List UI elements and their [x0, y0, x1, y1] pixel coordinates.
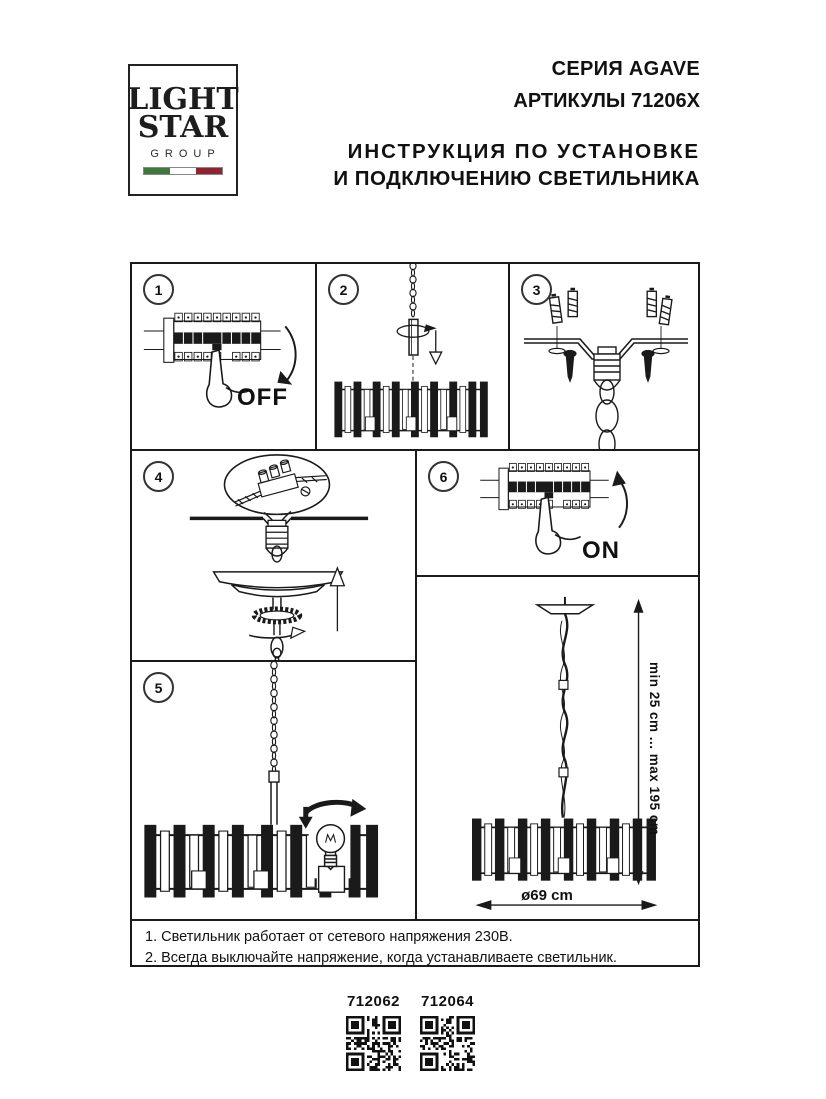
step-3-number: 3 [521, 274, 552, 305]
bulb-install-illustration [132, 662, 415, 919]
arrow-up-icon [618, 479, 627, 528]
qr-item [420, 993, 475, 1071]
step-6-panel [417, 449, 698, 575]
socket-icon [319, 866, 345, 892]
chain-icon [271, 662, 277, 718]
qr-code-icon [346, 1016, 401, 1071]
wall-anchor-icon [568, 289, 577, 317]
instruction-grid [130, 262, 700, 967]
rotate-arrow-icon [249, 633, 297, 638]
italian-flag-icon [143, 167, 223, 175]
qr-section [346, 993, 475, 1071]
wall-anchor-icon [549, 295, 562, 324]
rotate-arrow-icon [306, 802, 359, 813]
wall-anchor-icon [659, 296, 672, 325]
diameter-label: ø69 cm [521, 887, 573, 904]
note-voltage: 1. Светильник работает от сетевого напряжения 230В. [145, 929, 513, 945]
step-6-number: 6 [428, 461, 459, 492]
notes-panel [132, 919, 698, 965]
step-4-panel [132, 449, 417, 660]
step-2-panel [317, 264, 510, 449]
qr-article-number: 712062 [346, 993, 401, 1010]
arrow-down-icon [285, 326, 295, 379]
instruction-title-line1: ИНСТРУКЦИЯ ПО УСТАНОВКЕ [347, 140, 700, 163]
wiring-canopy-illustration [132, 451, 415, 660]
qr-code-icon [420, 1016, 475, 1071]
ceiling-cup-icon [537, 605, 593, 614]
on-label: ON [582, 537, 620, 564]
dimensions-panel [417, 575, 698, 919]
step-3-panel [510, 264, 698, 449]
off-label: OFF [237, 384, 288, 411]
series-title: СЕРИЯ AGAVE [551, 58, 700, 80]
step-1-number: 1 [143, 274, 174, 305]
articles-title: АРТИКУЛЫ 71206X [513, 90, 700, 112]
breaker-on-illustration [417, 451, 698, 575]
pointing-hand-icon [536, 497, 581, 554]
logo-word-light: LIGHT [127, 81, 239, 117]
chandelier-drum-icon [335, 382, 488, 437]
chain-icon [410, 264, 416, 317]
screw-icon [564, 350, 576, 381]
step-1-panel [132, 264, 317, 449]
arrow-down-icon [430, 352, 442, 364]
height-range-label: min 25 cm ... max 195 cm [647, 662, 662, 836]
step-2-number: 2 [328, 274, 359, 305]
qr-item [346, 993, 401, 1071]
chandelier-drum-icon [472, 819, 655, 880]
note-safety: 2. Всегда выключайте напряжение, когда устанавливаете светильник. [145, 950, 617, 965]
wall-anchor-icon [647, 289, 656, 317]
header [333, 58, 700, 191]
screw-icon [642, 350, 654, 381]
step-5-number: 5 [143, 672, 174, 703]
logo-word-star: STAR [137, 110, 229, 145]
lightstar-logo [128, 64, 238, 196]
instruction-title-line2: И ПОДКЛЮЧЕНИЮ СВЕТИЛЬНИКА [333, 167, 700, 190]
step-5-panel [132, 660, 417, 919]
step-4-number: 4 [143, 461, 174, 492]
qr-article-number: 712064 [420, 993, 475, 1010]
canopy-icon [214, 572, 343, 610]
logo-word-group: GROUP [150, 147, 221, 160]
